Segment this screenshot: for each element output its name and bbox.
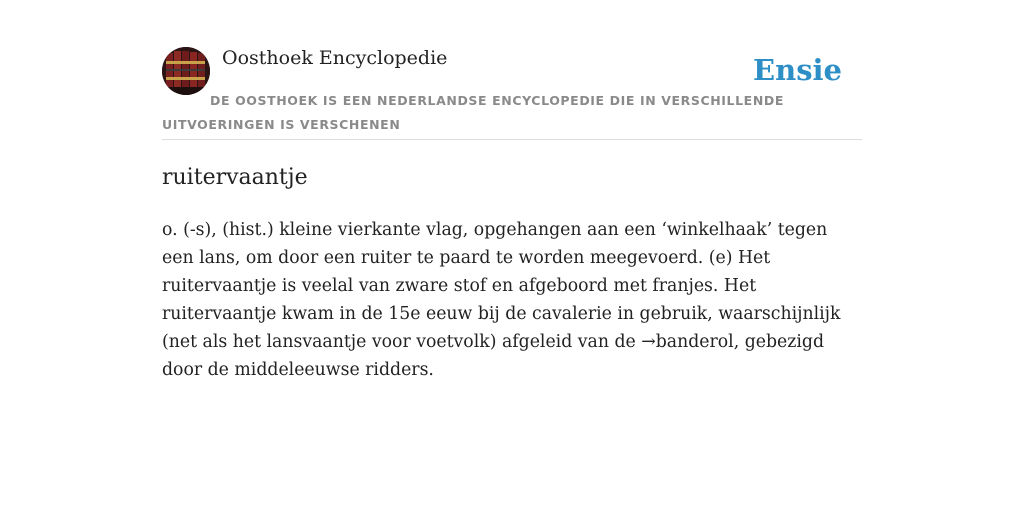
site-tagline: DE OOSTHOEK IS EEN NEDERLANDSE ENCYCLOPEDIE DIE IN VERSCHILLENDE UITVOERINGEN IS VERSCHENEN: [162, 93, 784, 132]
entry-title: ruitervaantje: [162, 165, 308, 190]
avatar-image: [162, 47, 210, 95]
page: [162, 0, 862, 380]
encyclopedia-books-icon[interactable]: [162, 47, 210, 95]
entry-body-text-end: , gebezigd door de middeleeuwse ridders.: [162, 332, 825, 380]
brand-logo-link[interactable]: Ensie: [753, 53, 842, 87]
entry-body: [162, 216, 862, 384]
entry-body-text: o. (-s), (hist.) kleine vierkante vlag, opgehangen aan een ‘winkelhaak’ tegen een lans, om door een ruiter te paard te worden meegevoerd. (e) Het ruitervaantje is veelal van zware stof en afgeboord met franjes. Het ruitervaantje kwam in de 15e eeuw bij de cavalerie in gebruik, waarschijnlijk (net als het lansvaantje voor voetvolk) afgeleid van de: [162, 220, 841, 352]
banderol-link[interactable]: →banderol: [641, 332, 734, 352]
site-header: [162, 0, 862, 140]
site-title-link[interactable]: Oosthoek Encyclopedie: [222, 47, 448, 69]
